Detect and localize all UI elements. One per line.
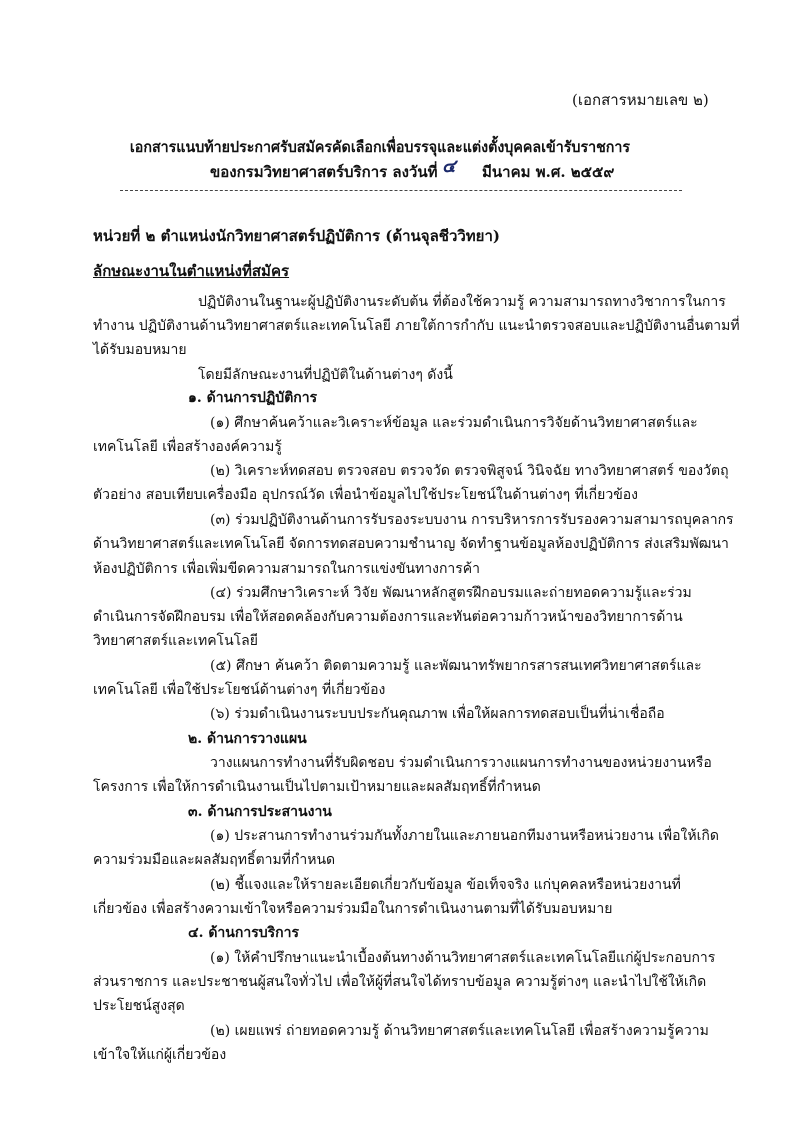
body-line: ส่วนราชการ และประชาชนผู้สนใจทั่วไป เพื่อให้ผู้ที่สนใจได้ทราบข้อมูล ความรู้ต่างๆ และนำไปใช้ให้เกิด (93, 974, 707, 990)
body-line: เทคโนโลยี เพื่อใช้ประโยชน์ด้านต่างๆ ที่เกี่ยวข้อง (93, 682, 386, 698)
body-line: (๔) ร่วมศึกษาวิเคราะห์ วิจัย พัฒนาหลักสูตรฝึกอบรมและถ่ายทอดความรู้และร่วม (210, 585, 692, 601)
document-title-line2-suffix: มีนาคม พ.ศ. ๒๕๕๙ (482, 163, 615, 181)
body-line: ได้รับมอบหมาย (93, 342, 187, 358)
job-heading: ลักษณะงานในตำแหน่งที่สมัคร (93, 262, 290, 280)
document-title-line1: เอกสารแนบท้ายประกาศรับสมัครคัดเลือกเพื่อบรรจุและแต่งตั้งบุคคลเข้ารับราชการ (129, 138, 631, 156)
body-line: (๑) ให้คำปรึกษาแนะนำเบื้องต้นทางด้านวิทยาศาสตร์และเทคโนโลยีแก่ผู้ประกอบการ (210, 950, 716, 966)
body-line: (๓) ร่วมปฏิบัติงานด้านการรับรองระบบงาน การบริหารการรับรองความสามารถบุคลากร (210, 512, 734, 528)
body-line: ความร่วมมือและผลสัมฤทธิ์ตามที่กำหนด (93, 852, 336, 868)
body-line: ห้องปฏิบัติการ เพื่อเพิ่มขีดความสามารถในการแข่งขันทางการค้า (93, 561, 481, 577)
body-line: ประโยชน์สูงสุด (93, 998, 185, 1014)
body-line: ทำงาน ปฏิบัติงานด้านวิทยาศาสตร์และเทคโนโลยี ภายใต้การกำกับ แนะนำตรวจสอบและปฏิบัติงานอื่นตามที่ (93, 318, 740, 334)
body-line: ปฏิบัติงานในฐานะผู้ปฏิบัติงานระดับต้น ที่ต้องใช้ความรู้ ความสามารถทางวิชาการในการ (198, 294, 726, 310)
dashed-divider (120, 190, 682, 191)
unit-heading: หน่วยที่ ๒ ตำแหน่งนักวิทยาศาสตร์ปฏิบัติการ (ด้านจุลชีววิทยา) (93, 227, 500, 245)
body-line: วางแผนการทำงานที่รับผิดชอบ ร่วมดำเนินการวางแผนการทำงานของหน่วยงานหรือ (210, 755, 712, 771)
body-line: โดยมีลักษณะงานที่ปฏิบัติในด้านต่างๆ ดังนี้ (198, 367, 453, 383)
body-line: (๒) ชี้แจงและให้รายละเอียดเกี่ยวกับข้อมูล ข้อเท็จจริง แก่บุคคลหรือหน่วยงานที่ (210, 877, 681, 893)
handwritten-date: ๔ (442, 156, 456, 177)
document-number: (เอกสารหมายเลข ๒) (572, 91, 709, 109)
body-line: (๖) ร่วมดำเนินงานระบบประกันคุณภาพ เพื่อให้ผลการทดสอบเป็นที่น่าเชื่อถือ (210, 706, 665, 722)
body-line: เทคโนโลยี เพื่อสร้างองค์ความรู้ (93, 439, 282, 455)
body-line: โครงการ เพื่อให้การดำเนินงานเป็นไปตามเป้าหมายและผลสัมฤทธิ์ที่กำหนด (93, 779, 541, 795)
section-heading: ๒. ด้านการวางแผน (188, 731, 307, 747)
body-line: (๒) วิเคราะห์ทดสอบ ตรวจสอบ ตรวจวัด ตรวจพิสูจน์ วินิจฉัย ทางวิทยาศาสตร์ ของวัตถุ (210, 463, 729, 479)
body-line: ด้านวิทยาศาสตร์และเทคโนโลยี จัดการทดสอบความชำนาญ จัดทำฐานข้อมูลห้องปฏิบัติการ ส่งเสริมพัฒนา (93, 536, 729, 552)
section-heading: ๑. ด้านการปฏิบัติการ (188, 390, 318, 406)
body-line: (๑) ประสานการทำงานร่วมกันทั้งภายในและภายนอกทีมงานหรือหน่วยงาน เพื่อให้เกิด (210, 828, 719, 844)
body-line: ตัวอย่าง สอบเทียบเครื่องมือ อุปกรณ์วัด เพื่อนำข้อมูลไปใช้ประโยชน์ในด้านต่างๆ ที่เกี่ยวข้อง (93, 487, 639, 503)
body-line: (๒) เผยแพร่ ถ่ายทอดความรู้ ด้านวิทยาศาสตร์และเทคโนโลยี เพื่อสร้างความรู้ความ (210, 1023, 709, 1039)
body-line: ดำเนินการจัดฝึกอบรม เพื่อให้สอดคล้องกับความต้องการและทันต่อความก้าวหน้าของวิทยาการด้าน (93, 609, 683, 625)
body-line: (๑) ศึกษาค้นคว้าและวิเคราะห์ข้อมูล และร่วมดำเนินการวิจัยด้านวิทยาศาสตร์และ (210, 415, 698, 431)
section-heading: ๔. ด้านการบริการ (188, 925, 299, 941)
body-line: เข้าใจให้แก่ผู้เกี่ยวข้อง (93, 1047, 227, 1063)
body-line: วิทยาศาสตร์และเทคโนโลยี (93, 633, 258, 649)
body-line: (๕) ศึกษา ค้นคว้า ติดตามความรู้ และพัฒนาทรัพยากรสารสนเทศวิทยาศาสตร์และ (210, 658, 702, 674)
section-heading: ๓. ด้านการประสานงาน (188, 804, 332, 820)
document-title-line2-prefix: ของกรมวิทยาศาสตร์บริการ ลงวันที่ (210, 163, 438, 181)
body-line: เกี่ยวข้อง เพื่อสร้างความเข้าใจหรือความร่วมมือในการดำเนินงานตามที่ได้รับมอบหมาย (93, 901, 613, 917)
